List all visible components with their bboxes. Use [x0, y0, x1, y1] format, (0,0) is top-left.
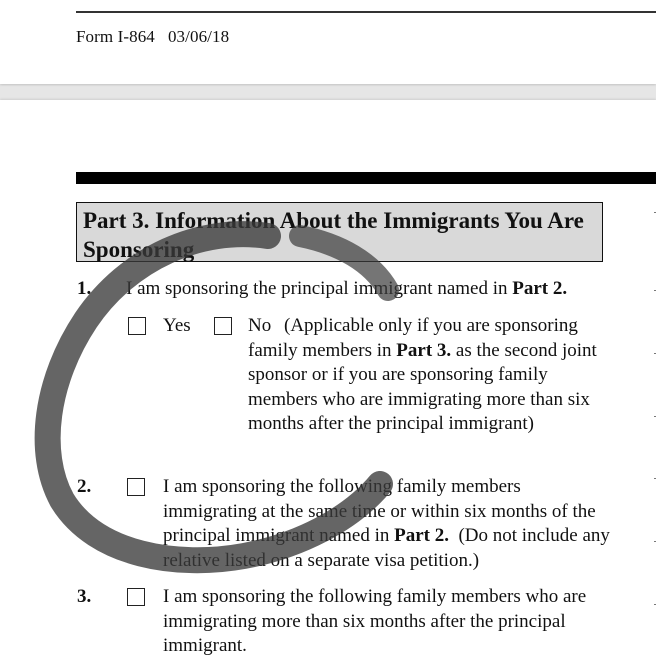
- q1-no-note-bold: Part 3.: [396, 339, 452, 361]
- q1-number: 1.: [77, 278, 92, 299]
- form-page: [0, 100, 656, 662]
- q1-no-label: No: [248, 315, 272, 336]
- q3-checkbox[interactable]: [127, 588, 145, 606]
- part3-heading: Part 3. Information About the Immigrants You Are Sponsoring: [76, 202, 603, 262]
- form-id-text: Form I-864 03/06/18: [76, 27, 230, 46]
- q2-checkbox[interactable]: [127, 478, 145, 496]
- q1-no-note: [248, 314, 613, 437]
- q1-text: [126, 277, 606, 302]
- q2-text-bold: Part 2.: [394, 525, 449, 546]
- footer-rule: [76, 11, 656, 13]
- q1-yes-label: Yes: [163, 315, 191, 336]
- section-divider: [76, 172, 656, 184]
- q1-yes-checkbox[interactable]: [128, 317, 146, 335]
- q2-number: 2.: [77, 476, 92, 497]
- q1-no-checkbox[interactable]: [214, 317, 232, 335]
- q3-number: 3.: [77, 586, 92, 607]
- q2-text-part1: I am sponsoring the following family members immigrating at the same time or within six months of the principal immigrant named in: [163, 476, 596, 546]
- q2-text-part2: (Do not include any relative listed on a separate visa petition.): [163, 525, 615, 571]
- q1-text-main: I am sponsoring the principal immigrant named in: [126, 278, 513, 299]
- previous-page-footer: [0, 0, 656, 84]
- q1-no-note-part2: as the second joint sponsor or if you are sponsoring family members who are immigrating more than six months after the principal immigrant): [248, 339, 597, 434]
- q2-text: [163, 475, 613, 573]
- q1-no-note-part1: (Applicable only if you are sponsoring family members in: [248, 315, 578, 361]
- q1-text-bold: Part 2.: [512, 278, 568, 299]
- q3-text: I am sponsoring the following family members who are immigrating more than six months after the principal immigrant.: [163, 586, 587, 656]
